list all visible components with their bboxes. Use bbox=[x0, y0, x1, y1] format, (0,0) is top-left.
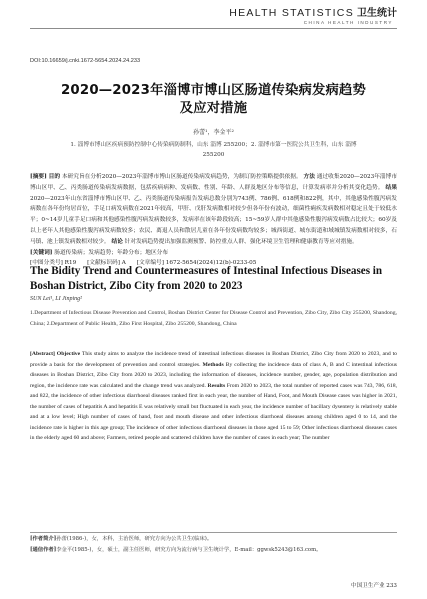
abstract-cn bbox=[30, 172, 397, 269]
doi: DOI:10.16659/j.cnki.1672-5654.2024.24.233 bbox=[30, 58, 141, 64]
conclusion-text: 针对发病趋势提出加强监测预警、防控重点人群、强化环境卫生管理和健康教育等应对措施。 bbox=[124, 238, 358, 245]
journal-name-en: HEALTH STATISTICS bbox=[229, 7, 354, 19]
objective-en-label: Objective bbox=[56, 351, 81, 357]
results-label: 结果 bbox=[385, 184, 398, 191]
affiliation-line2: 255200 bbox=[202, 152, 225, 158]
methods-en-text: By collecting the incidence data of class A, B and C intestinal infectious diseases in Boshan District, Zibo City from 2020 to 2023, including the information of diseases, incidence number, gender, age, population distribution and region, the incidence rate was calculated and the change trend was analyzed. bbox=[30, 361, 398, 389]
title-cn-line1: 2020—2023年淄博市博山区肠道传染病发病趋势 bbox=[60, 83, 367, 98]
title-cn-line2: 及应对措施 bbox=[179, 101, 248, 116]
affiliations-en: 1.Department of Infectious Disease Prevention and Control, Boshan District Center for Disease Control and Prevention, Zibo City, Zibo City 255200, Shandong, China; 2.Department of Public Health, Zibo First Hospital, Zibo 255200, Shandong, China bbox=[30, 310, 397, 327]
abstract-label: [摘要] bbox=[30, 174, 47, 180]
footnotes bbox=[30, 534, 397, 555]
title-en-line1: The Bidity Trend and Countermeasures of Intestinal Infectious Diseases in bbox=[30, 265, 383, 277]
keywords-label: [关键词] bbox=[30, 249, 53, 256]
corresponding-label: [通信作者] bbox=[30, 546, 57, 553]
abstract-en bbox=[30, 349, 397, 444]
abstract-en-label: [Abstract] bbox=[30, 351, 55, 357]
objective-en-text: This study aims to analyze the incidence trend of intestinal infectious diseases in Boshan District, Zibo City from 2020 to 2023, and to provide a basis for the development of prevention and control strategies. bbox=[30, 351, 398, 368]
header-rule bbox=[30, 28, 397, 29]
corresponding-author bbox=[30, 545, 397, 556]
conclusion-label: 结论 bbox=[111, 238, 123, 245]
title-en-line2: Boshan District, Zibo City from 2020 to 2023 bbox=[30, 279, 243, 292]
author-bio-text: 孙蕾(1986-)，女，本科，主治医师，研究方向为公共卫生(临床)。 bbox=[56, 536, 213, 542]
journal-header bbox=[229, 4, 397, 19]
methods-label: 方法 bbox=[303, 174, 315, 180]
affiliations-cn bbox=[30, 140, 397, 160]
affiliation-line1: 1. 淄博市博山区疾病预防控制中心传染病防制科，山东 淄博 255200；2. 淄博市第一医院公共卫生科，山东 淄博 bbox=[70, 142, 357, 148]
page-footer: 中国卫生产业 233 bbox=[350, 583, 397, 589]
results-text: 2020—2023年山东省淄博市博山区甲、乙、丙类肠道传染病报告发病总数分别为743例、786例、618例和822例，其中，其他感染性腹泻病发病数在各年份均居首位，手足口病发病数在2021年较高，甲肝、戊肝发病数相对较少但各年份有波动，细菌性痢疾发病数相对稳定且处于较低水平；0~14岁儿童手足口病和其他感染性腹泻病发病数较多，发病率在该年龄段较高；15~59岁人群中其他感染性腹泻病发病数占比较大；60岁及以上老年人其他感染性腹泻病发病数较多；农民、离退人员和散居儿童在各年份发病数均较多；城西街道、城东街道和域城镇发病数相对较多，石马镇、池上镇发病数相对较少。 bbox=[30, 195, 397, 245]
objective-label: 目的 bbox=[48, 174, 61, 180]
title-en bbox=[30, 264, 397, 293]
author-bio bbox=[30, 534, 397, 545]
methods-en-label: Methods bbox=[202, 361, 224, 368]
results-en-text: From 2020 to 2023, the total number of reported cases was 743, 786, 618, and 822, the incidence of other infectious diarrhoeal diseases ranked first in each year, the number of Hand, Foot, and Mouth Disease cases was higher in 2021, the number of cases of hepatitis A and hepatitis E was relatively small but fluctuated in each year, the incidence number of bacillary dysentery is relatively stable and at a low level; High number of cases of hand, foot and mouth disease and other infectious diarrhoeal diseases among children aged 0 to 14, and the incidence rate is higher in this age group; The incidence of other infectious diarrhoeal diseases in those aged 15 to 59; Other infectious diarrhoeal diseases cases in the elderly aged 60 and above; Farmers, retired people and scattered children have the number of cases in each year; The number bbox=[30, 382, 397, 441]
authors-cn: 孙蕾¹，李金平² bbox=[193, 129, 234, 136]
classification-article-no: [文章编号] 1672-5654(2024)12(b)-0233-05 bbox=[136, 260, 257, 267]
author-bio-label: [作者简介] bbox=[30, 536, 57, 542]
results-en-label: Results bbox=[207, 382, 226, 389]
journal-name-cn: 卫生统计 bbox=[357, 8, 397, 19]
authors-en: SUN Lei¹, LI Jinping² bbox=[30, 296, 82, 302]
methods-text: 通过收集2020—2023年淄博市博山区甲、乙、丙类肠道传染病发病数据，包括疾病病种、发病数、性别、年龄、人群及地区分布等信息，计算发病率并分析其变化趋势。 bbox=[30, 174, 398, 191]
corresponding-text: 李金平(1985-)，女，硕士，副主任医师，研究方向为流行病与卫生统计学，E-mail：ggwsk5243@163.com。 bbox=[56, 546, 322, 553]
keywords-text: 肠道传染病；发病趋势；年龄分布；地区分布 bbox=[54, 249, 169, 256]
classification-clc: [中图分类号] R19 bbox=[30, 260, 77, 267]
journal-subtitle: CHINA HEALTH INDUSTRY bbox=[303, 20, 393, 25]
objective-text: 本研究旨在分析2020—2023年淄博市博山区肠道传染病发病趋势，为制订防控策略提供依据。 bbox=[61, 174, 302, 180]
footnote-rule bbox=[30, 532, 397, 533]
classification-doc-code: [文献标识码] A bbox=[87, 260, 126, 267]
